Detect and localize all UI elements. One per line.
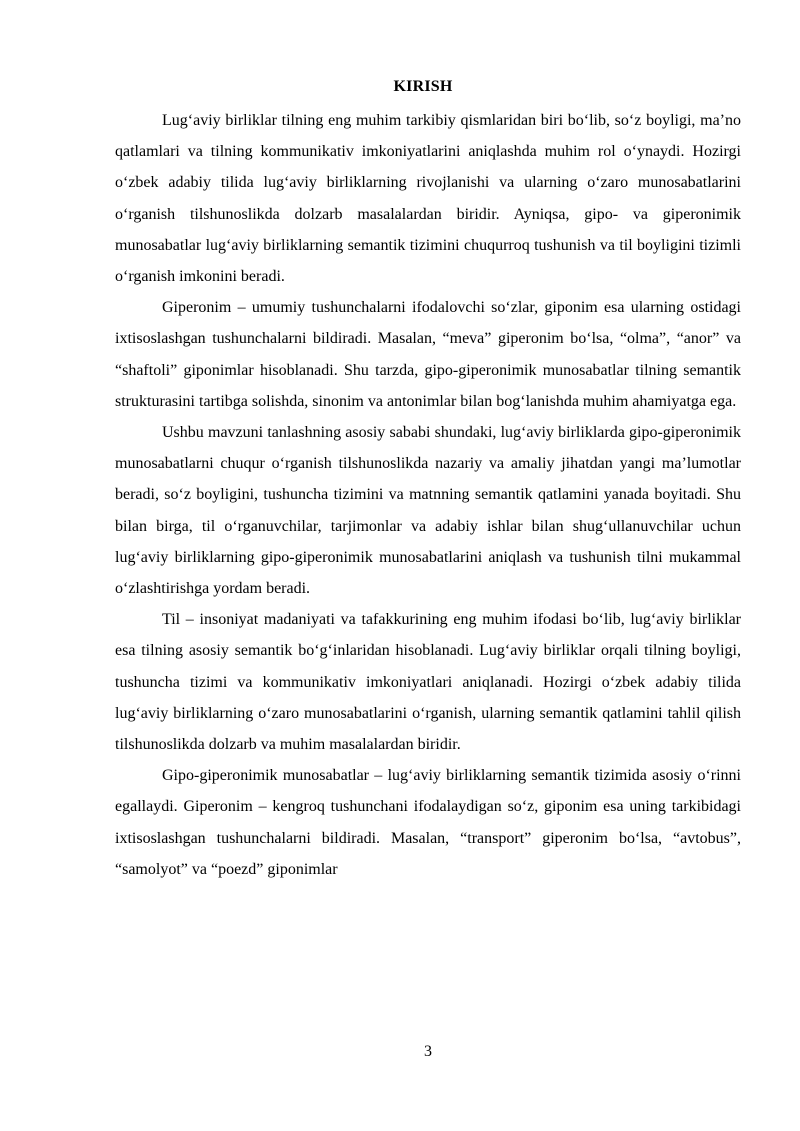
section-title: KIRISH bbox=[393, 78, 453, 95]
paragraph: Giperonim – umumiy tushunchalarni ifodalovchi so‘zlar, giponim esa ularning ostidagi ixtisoslashgan tushunchalarni bildiradi. Masalan, “meva” giperonim bo‘lsa, “olma”, “anor” va “shaftoli” giponimlar hisoblanadi. Shu tarzda, gipo-giperonimik munosabatlar tilning semantik strukturasini tartibga solishda, sinonim va antonimlar bilan bog‘lanishda muhim ahamiyatga ega. bbox=[115, 299, 741, 410]
paragraph: Til – insoniyat madaniyati va tafakkurining eng muhim ifodasi bo‘lib, lug‘aviy birliklar esa tilning asosiy semantik bo‘g‘inlaridan hisoblanadi. Lug‘aviy birliklar orqali tilning boyligi, tushuncha tizimi va kommunikativ imkoniyatlari aniqlanadi. Hozirgi o‘zbek adabiy tilida lug‘aviy birliklarning o‘zaro munosabatlarini o‘rganish, ularning semantik qatlamini tahlil qilish tilshunoslikda dolzarb va muhim masalalardan biridir. bbox=[115, 611, 741, 754]
paragraph: Ushbu mavzuni tanlashning asosiy sababi shundaki, lug‘aviy birliklarda gipo-giperonimik munosabatlarni chuqur o‘rganish tilshunoslikda nazariy va amaliy jihatdan yangi ma’lumotlar beradi, so‘z boyligini, tushuncha tizimini va matnning semantik qatlamini yanada boyitadi. Shu bilan birga, til o‘rganuvchilar, tarjimonlar va adabiy ishlar bilan shug‘ullanuvchilar uchun lug‘aviy birliklarning gipo-giperonimik munosabatlarini aniqlash va tushunish tilni mukammal o‘zlashtirishga yordam beradi. bbox=[115, 424, 741, 598]
page-number: 3 bbox=[424, 1043, 432, 1060]
paragraph: Lug‘aviy birliklar tilning eng muhim tarkibiy qismlaridan biri bo‘lib, so‘z boyligi, ma’no qatlamlari va tilning kommunikativ imkoniyatlarini aniqlashda muhim rol o‘ynaydi. Hozirgi o‘zbek adabiy tilida lug‘aviy birliklarning rivojlanishi va ularning o‘zaro munosabatlarini o‘rganish tilshunoslikda dolzarb masalalardan biridir. Ayniqsa, gipo- va giperonimik munosabatlar lug‘aviy birliklarning semantik tizimini chuqurroq tushunish va til boyligini tizimli o‘rganish imkonini beradi. bbox=[115, 112, 741, 286]
paragraph: Gipo-giperonimik munosabatlar – lug‘aviy birliklarning semantik tizimida asosiy o‘rinni egallaydi. Giperonim – kengroq tushunchani ifodalaydigan so‘z, giponim esa uning tarkibidagi ixtisoslashgan tushunchalarni bildiradi. Masalan, “transport” giperonim bo‘lsa, “avtobus”, “samolyot” va “poezd” giponimlar bbox=[115, 767, 741, 878]
body-text bbox=[115, 105, 741, 885]
